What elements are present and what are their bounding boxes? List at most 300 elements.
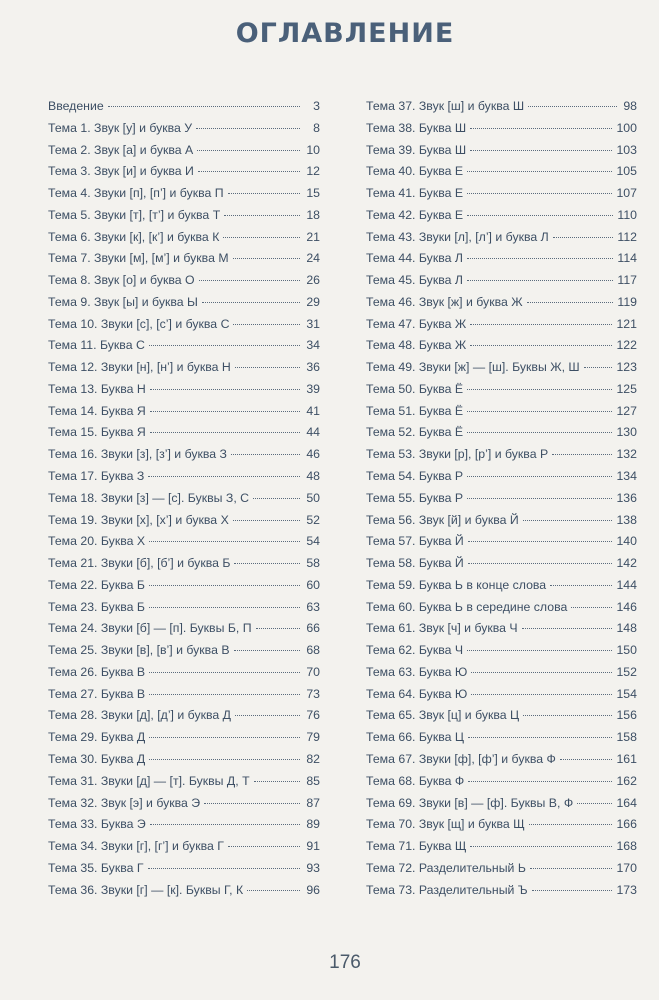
dot-leader xyxy=(247,889,300,891)
dot-leader xyxy=(471,671,612,673)
toc-entry-page: 36 xyxy=(306,360,320,375)
toc-entry-title: Тема 43. Звуки [л], [л’] и буква Л xyxy=(366,229,549,244)
dot-leader xyxy=(233,519,300,521)
toc-entry-title: Тема 31. Звуки [д] — [т]. Буквы Д, Т xyxy=(48,773,250,788)
toc-entry xyxy=(48,774,320,796)
toc-entry-title: Тема 40. Буква Е xyxy=(366,164,464,179)
toc-entry xyxy=(366,121,637,143)
toc-entry-page: 130 xyxy=(616,425,637,440)
toc-entry xyxy=(366,425,637,447)
toc-entry-title: Тема 2. Звук [а] и буква А xyxy=(48,142,194,157)
toc-entry-page: 63 xyxy=(306,599,320,614)
dot-leader xyxy=(468,736,613,738)
dot-leader xyxy=(470,323,612,325)
dot-leader xyxy=(523,519,613,521)
toc-entry-title: Тема 65. Звук [ц] и буква Ц xyxy=(366,708,520,723)
toc-entry xyxy=(48,708,320,730)
toc-entry-page: 114 xyxy=(617,251,637,266)
dot-leader xyxy=(577,802,612,804)
dot-leader xyxy=(234,562,300,564)
dot-leader xyxy=(467,431,612,433)
dot-leader xyxy=(149,606,300,608)
toc-entry-page: 68 xyxy=(306,643,320,658)
toc-entry-page: 41 xyxy=(306,403,320,418)
dot-leader xyxy=(523,714,612,716)
toc-entry-title: Тема 22. Буква Б xyxy=(48,577,145,592)
toc-entry xyxy=(48,796,320,818)
dot-leader xyxy=(467,192,612,194)
toc-entry-page: 18 xyxy=(306,207,320,222)
toc-entry xyxy=(366,817,637,839)
dot-leader xyxy=(468,780,612,782)
toc-entry xyxy=(48,600,320,622)
dot-leader xyxy=(527,301,614,303)
toc-entry-title: Тема 54. Буква Р xyxy=(366,469,464,484)
toc-entry xyxy=(48,121,320,143)
toc-entry xyxy=(366,447,637,469)
toc-entry xyxy=(48,338,320,360)
dot-leader xyxy=(149,540,300,542)
dot-leader xyxy=(202,301,300,303)
toc-entry-page: 134 xyxy=(616,469,637,484)
toc-entry-title: Тема 39. Буква Ш xyxy=(366,142,467,157)
toc-entry xyxy=(366,360,637,382)
toc-entry-page: 60 xyxy=(306,577,320,592)
toc-entry-page: 10 xyxy=(306,142,320,157)
toc-entry-page: 76 xyxy=(306,708,320,723)
toc-entry-page: 154 xyxy=(616,686,637,701)
toc-entry-title: Тема 13. Буква Н xyxy=(48,381,146,396)
toc-entry-page: 127 xyxy=(616,403,637,418)
toc-entry xyxy=(366,752,637,774)
toc-entry xyxy=(48,164,320,186)
toc-entry-page: 26 xyxy=(306,273,320,288)
toc-entry xyxy=(48,621,320,643)
toc-entry xyxy=(48,665,320,687)
toc-entry-page: 103 xyxy=(616,142,637,157)
toc-entry-page: 52 xyxy=(306,512,320,527)
toc-entry-page: 136 xyxy=(616,490,637,505)
toc-entry-title: Тема 10. Звуки [с], [с’] и буква С xyxy=(48,316,230,331)
toc-entry-page: 142 xyxy=(616,556,637,571)
toc-entry-title: Тема 47. Буква Ж xyxy=(366,316,467,331)
page-title: ОГЛАВЛЕНИЕ xyxy=(235,18,455,49)
toc-entry-page: 164 xyxy=(616,795,637,810)
toc-entry-page: 170 xyxy=(616,860,637,875)
toc-entry-page: 146 xyxy=(616,599,637,614)
toc-entry xyxy=(366,643,637,665)
toc-entry xyxy=(48,273,320,295)
toc-entry xyxy=(48,534,320,556)
toc-entry-title: Тема 55. Буква Р xyxy=(366,490,464,505)
dot-leader xyxy=(467,214,613,216)
toc-entry xyxy=(48,447,320,469)
dot-leader xyxy=(149,736,300,738)
toc-entry xyxy=(48,251,320,273)
toc-entry-page: 98 xyxy=(623,99,637,113)
dot-leader xyxy=(233,323,300,325)
dot-leader xyxy=(470,845,612,847)
toc-entry-title: Тема 27. Буква В xyxy=(48,686,146,701)
dot-leader xyxy=(468,540,613,542)
toc-entry xyxy=(48,687,320,709)
toc-entry-title: Тема 4. Звуки [п], [п’] и буква П xyxy=(48,186,224,201)
toc-entry-title: Тема 20. Буква Х xyxy=(48,534,146,549)
dot-leader xyxy=(522,627,613,629)
toc-entry-page: 44 xyxy=(306,425,320,440)
toc-entry xyxy=(48,360,320,382)
toc-entry xyxy=(366,491,637,513)
toc-entry xyxy=(366,382,637,404)
toc-entry xyxy=(366,883,637,905)
toc-entry-title: Тема 60. Буква Ь в середине слова xyxy=(366,599,568,614)
toc-entry-title: Тема 29. Буква Д xyxy=(48,730,146,745)
dot-leader xyxy=(553,236,614,238)
toc-entry xyxy=(48,186,320,208)
toc-entry-page: 152 xyxy=(616,664,637,679)
toc-entry xyxy=(366,687,637,709)
toc-entry xyxy=(48,513,320,535)
dot-leader xyxy=(467,649,612,651)
toc-entry-page: 173 xyxy=(616,882,637,897)
toc-entry-title: Тема 51. Буква Ё xyxy=(366,403,464,418)
toc-entry-title: Тема 14. Буква Я xyxy=(48,403,146,418)
dot-leader xyxy=(467,257,613,259)
toc-entry-page: 117 xyxy=(617,273,637,288)
toc-entry xyxy=(48,99,320,121)
toc-entry xyxy=(366,208,637,230)
toc-entry xyxy=(366,578,637,600)
toc-entry-page: 82 xyxy=(306,751,320,766)
toc-entry-title: Тема 1. Звук [у] и буква У xyxy=(48,120,193,135)
dot-leader xyxy=(149,671,300,673)
toc-entry xyxy=(366,404,637,426)
toc-entry-title: Тема 38. Буква Ш xyxy=(366,120,467,135)
toc-entry-title: Тема 66. Буква Ц xyxy=(366,730,464,745)
toc-entry-page: 168 xyxy=(616,839,637,854)
toc-entry-page: 58 xyxy=(306,556,320,571)
toc-entry xyxy=(366,469,637,491)
toc-entry xyxy=(48,208,320,230)
toc-entry xyxy=(366,317,637,339)
toc-entry-page: 132 xyxy=(616,447,637,462)
toc-entry-page: 96 xyxy=(306,882,320,897)
toc-entry-title: Тема 25. Звуки [в], [в’] и буква В xyxy=(48,643,230,658)
toc-entry xyxy=(366,600,637,622)
toc-entry xyxy=(48,469,320,491)
toc-entry xyxy=(366,861,637,883)
toc-entry xyxy=(366,796,637,818)
toc-entry-page: 123 xyxy=(616,360,637,375)
toc-entry xyxy=(48,143,320,165)
dot-leader xyxy=(108,105,300,107)
dot-leader xyxy=(198,170,300,172)
toc-entry-title: Тема 73. Разделительный Ъ xyxy=(366,882,528,897)
toc-entry-page: 87 xyxy=(306,795,320,810)
toc-entry-title: Тема 41. Буква Е xyxy=(366,186,464,201)
toc-entry xyxy=(48,883,320,905)
toc-entry-page: 100 xyxy=(616,120,637,135)
toc-entry-page: 91 xyxy=(306,839,320,854)
toc-entry-title: Тема 5. Звуки [т], [т’] и буква Т xyxy=(48,207,221,222)
toc-entry-page: 89 xyxy=(306,817,320,832)
toc-entry-title: Тема 18. Звуки [з] — [с]. Буквы З, С xyxy=(48,490,250,505)
toc-entry-page: 8 xyxy=(313,120,320,135)
toc-entry-page: 125 xyxy=(616,381,637,396)
toc-entry-title: Тема 72. Разделительный Ь xyxy=(366,860,526,875)
toc-entry-page: 166 xyxy=(616,817,637,832)
toc-entry xyxy=(366,556,637,578)
page-number: 176 xyxy=(329,952,361,973)
toc-entry-page: 85 xyxy=(306,773,320,788)
toc-entry-title: Тема 3. Звук [и] и буква И xyxy=(48,164,194,179)
toc-entry xyxy=(366,730,637,752)
toc-entry-title: Тема 24. Звуки [б] — [п]. Буквы Б, П xyxy=(48,621,252,636)
dot-leader xyxy=(149,693,300,695)
dot-leader xyxy=(470,127,612,129)
dot-leader xyxy=(204,802,300,804)
dot-leader xyxy=(228,192,300,194)
toc-entry-page: 24 xyxy=(306,251,320,266)
toc-entry xyxy=(366,513,637,535)
toc-entry xyxy=(48,643,320,665)
toc-entry xyxy=(366,164,637,186)
dot-leader xyxy=(149,344,300,346)
toc-entry-page: 70 xyxy=(306,664,320,679)
toc-entry-title: Тема 56. Звук [й] и буква Й xyxy=(366,512,519,527)
toc-entry xyxy=(366,99,637,121)
toc-entry-page: 119 xyxy=(617,294,637,309)
toc-entry xyxy=(366,143,637,165)
dot-leader xyxy=(470,344,612,346)
toc-entry xyxy=(48,752,320,774)
toc-entry-page: 156 xyxy=(616,708,637,723)
toc-entry-title: Тема 6. Звуки [к], [к’] и буква К xyxy=(48,229,220,244)
dot-leader xyxy=(467,170,612,172)
dot-leader xyxy=(149,584,300,586)
toc-entry-page: 66 xyxy=(306,621,320,636)
dot-leader xyxy=(467,410,612,412)
toc-entry-title: Тема 64. Буква Ю xyxy=(366,686,468,701)
toc-entry-page: 39 xyxy=(306,381,320,396)
dot-leader xyxy=(467,279,613,281)
dot-leader xyxy=(149,758,300,760)
toc-entry xyxy=(48,861,320,883)
toc-entry-page: 46 xyxy=(306,447,320,462)
toc-entry-page: 122 xyxy=(616,338,637,353)
toc-entry xyxy=(366,273,637,295)
toc-entry-page: 73 xyxy=(306,686,320,701)
dot-leader xyxy=(235,714,300,716)
toc-right-column xyxy=(366,99,637,904)
toc-entry-title: Тема 62. Буква Ч xyxy=(366,643,464,658)
toc-entry-title: Тема 63. Буква Ю xyxy=(366,664,468,679)
toc-entry-title: Тема 69. Звуки [в] — [ф]. Буквы В, Ф xyxy=(366,795,574,810)
toc-entry-title: Тема 36. Звуки [г] — [к]. Буквы Г, К xyxy=(48,882,244,897)
toc-entry xyxy=(366,665,637,687)
toc-entry-page: 144 xyxy=(616,577,637,592)
toc-entry-title: Тема 21. Звуки [б], [б’] и буква Б xyxy=(48,556,231,571)
dot-leader xyxy=(148,867,300,869)
toc-entry-title: Тема 49. Звуки [ж] — [ш]. Буквы Ж, Ш xyxy=(366,360,580,375)
toc-entry-title: Тема 19. Звуки [х], [х’] и буква Х xyxy=(48,512,229,527)
dot-leader xyxy=(550,584,612,586)
toc-entry-title: Тема 17. Буква З xyxy=(48,469,145,484)
toc-entry xyxy=(366,534,637,556)
toc-entry-title: Тема 46. Звук [ж] и буква Ж xyxy=(366,294,523,309)
toc-entry xyxy=(48,491,320,513)
dot-leader xyxy=(529,823,613,825)
toc-entry-title: Тема 44. Буква Л xyxy=(366,251,463,266)
toc-entry-title: Введение xyxy=(48,99,104,113)
toc-entry xyxy=(366,839,637,861)
dot-leader xyxy=(467,388,612,390)
toc-entry-page: 150 xyxy=(616,643,637,658)
toc-entry xyxy=(366,774,637,796)
toc-entry-title: Тема 70. Звук [щ] и буква Щ xyxy=(366,817,525,832)
toc-entry-page: 50 xyxy=(306,490,320,505)
dot-leader xyxy=(199,279,300,281)
toc-entry-title: Тема 57. Буква Й xyxy=(366,534,464,549)
toc-entry-title: Тема 32. Звук [э] и буква Э xyxy=(48,795,201,810)
toc-entry xyxy=(366,295,637,317)
toc-entry xyxy=(48,425,320,447)
dot-leader xyxy=(150,823,300,825)
toc-entry-page: 107 xyxy=(616,186,637,201)
toc-entry-page: 162 xyxy=(616,773,637,788)
toc-entry-title: Тема 33. Буква Э xyxy=(48,817,146,832)
toc-entry-title: Тема 52. Буква Ё xyxy=(366,425,464,440)
toc-entry-title: Тема 8. Звук [о] и буква О xyxy=(48,273,195,288)
dot-leader xyxy=(467,475,612,477)
toc-entry-title: Тема 11. Буква С xyxy=(48,338,145,353)
dot-leader xyxy=(468,562,613,564)
toc-entry-page: 138 xyxy=(616,512,637,527)
dot-leader xyxy=(560,758,613,760)
toc-entry xyxy=(48,839,320,861)
toc-entry xyxy=(48,317,320,339)
toc-entry-page: 15 xyxy=(306,186,320,201)
dot-leader xyxy=(233,257,300,259)
toc-entry-page: 29 xyxy=(306,294,320,309)
toc-entry-title: Тема 59. Буква Ь в конце слова xyxy=(366,577,547,592)
toc-entry-title: Тема 15. Буква Я xyxy=(48,425,146,440)
dot-leader xyxy=(223,236,300,238)
toc-entry-title: Тема 45. Буква Л xyxy=(366,273,463,288)
toc-entry-page: 3 xyxy=(313,99,320,113)
dot-leader xyxy=(467,497,612,499)
toc-left-column xyxy=(48,99,320,904)
toc-entry xyxy=(48,578,320,600)
toc-entry-page: 21 xyxy=(306,229,320,244)
toc-entry-title: Тема 48. Буква Ж xyxy=(366,338,467,353)
toc-entry xyxy=(48,817,320,839)
toc-entry-title: Тема 53. Звуки [р], [р’] и буква Р xyxy=(366,447,549,462)
toc-entry-page: 79 xyxy=(306,730,320,745)
toc-entry-page: 48 xyxy=(306,469,320,484)
toc-entry-title: Тема 28. Звуки [д], [д’] и буква Д xyxy=(48,708,231,723)
toc-entry xyxy=(366,251,637,273)
toc-entry xyxy=(366,708,637,730)
toc-entry-title: Тема 50. Буква Ё xyxy=(366,381,464,396)
dot-leader xyxy=(234,649,300,651)
toc-entry-title: Тема 37. Звук [ш] и буква Ш xyxy=(366,99,525,113)
toc-entry-title: Тема 9. Звук [ы] и буква Ы xyxy=(48,294,198,309)
toc-entry-title: Тема 23. Буква Б xyxy=(48,599,145,614)
dot-leader xyxy=(571,606,612,608)
toc-entry xyxy=(48,404,320,426)
toc-entry xyxy=(366,338,637,360)
toc-entry-title: Тема 34. Звуки [г], [г’] и буква Г xyxy=(48,839,224,854)
toc-entry-page: 93 xyxy=(306,860,320,875)
toc-entry-page: 54 xyxy=(306,534,320,549)
toc-entry-page: 105 xyxy=(616,164,637,179)
toc-entry-title: Тема 12. Звуки [н], [н’] и буква Н xyxy=(48,360,231,375)
toc-entry xyxy=(48,382,320,404)
toc-entry-title: Тема 58. Буква Й xyxy=(366,556,464,571)
dot-leader xyxy=(224,214,300,216)
toc-entry-page: 31 xyxy=(306,316,320,331)
toc-entry-title: Тема 16. Звуки [з], [з’] и буква З xyxy=(48,447,227,462)
dot-leader xyxy=(231,453,300,455)
toc-entry-page: 121 xyxy=(616,316,637,331)
toc-entry-page: 161 xyxy=(616,751,637,766)
dot-leader xyxy=(584,366,613,368)
toc-entry xyxy=(48,230,320,252)
dot-leader xyxy=(552,453,612,455)
dot-leader xyxy=(196,127,300,129)
toc-entry-title: Тема 61. Звук [ч] и буква Ч xyxy=(366,621,518,636)
dot-leader xyxy=(228,845,300,847)
toc-entry-page: 112 xyxy=(617,229,637,244)
toc-entry-title: Тема 71. Буква Щ xyxy=(366,839,467,854)
dot-leader xyxy=(528,105,617,107)
dot-leader xyxy=(254,780,300,782)
toc-entry xyxy=(366,230,637,252)
toc-entry-page: 148 xyxy=(616,621,637,636)
dot-leader xyxy=(470,149,612,151)
toc-entry-title: Тема 26. Буква В xyxy=(48,664,146,679)
dot-leader xyxy=(148,475,300,477)
toc-entry-page: 12 xyxy=(306,164,320,179)
dot-leader xyxy=(150,431,300,433)
dot-leader xyxy=(256,627,300,629)
toc-entry-page: 110 xyxy=(617,207,637,222)
toc-entry-page: 158 xyxy=(616,730,637,745)
dot-leader xyxy=(471,693,612,695)
dot-leader xyxy=(235,366,300,368)
toc-entry-title: Тема 68. Буква Ф xyxy=(366,773,465,788)
toc-entry-title: Тема 42. Буква Е xyxy=(366,207,464,222)
toc-entry xyxy=(366,186,637,208)
toc-entry xyxy=(366,621,637,643)
toc-entry xyxy=(48,295,320,317)
toc-entry xyxy=(48,556,320,578)
toc-entry xyxy=(48,730,320,752)
toc-entry-title: Тема 30. Буква Д xyxy=(48,751,146,766)
toc-entry-page: 34 xyxy=(306,338,320,353)
toc-entry-title: Тема 35. Буква Г xyxy=(48,860,144,875)
dot-leader xyxy=(150,388,300,390)
dot-leader xyxy=(197,149,300,151)
dot-leader xyxy=(532,889,613,891)
dot-leader xyxy=(253,497,300,499)
dot-leader xyxy=(150,410,300,412)
toc-entry-title: Тема 7. Звуки [м], [м’] и буква М xyxy=(48,251,229,266)
toc-entry-title: Тема 67. Звуки [ф], [ф’] и буква Ф xyxy=(366,751,556,766)
toc-entry-page: 140 xyxy=(616,534,637,549)
dot-leader xyxy=(530,867,613,869)
